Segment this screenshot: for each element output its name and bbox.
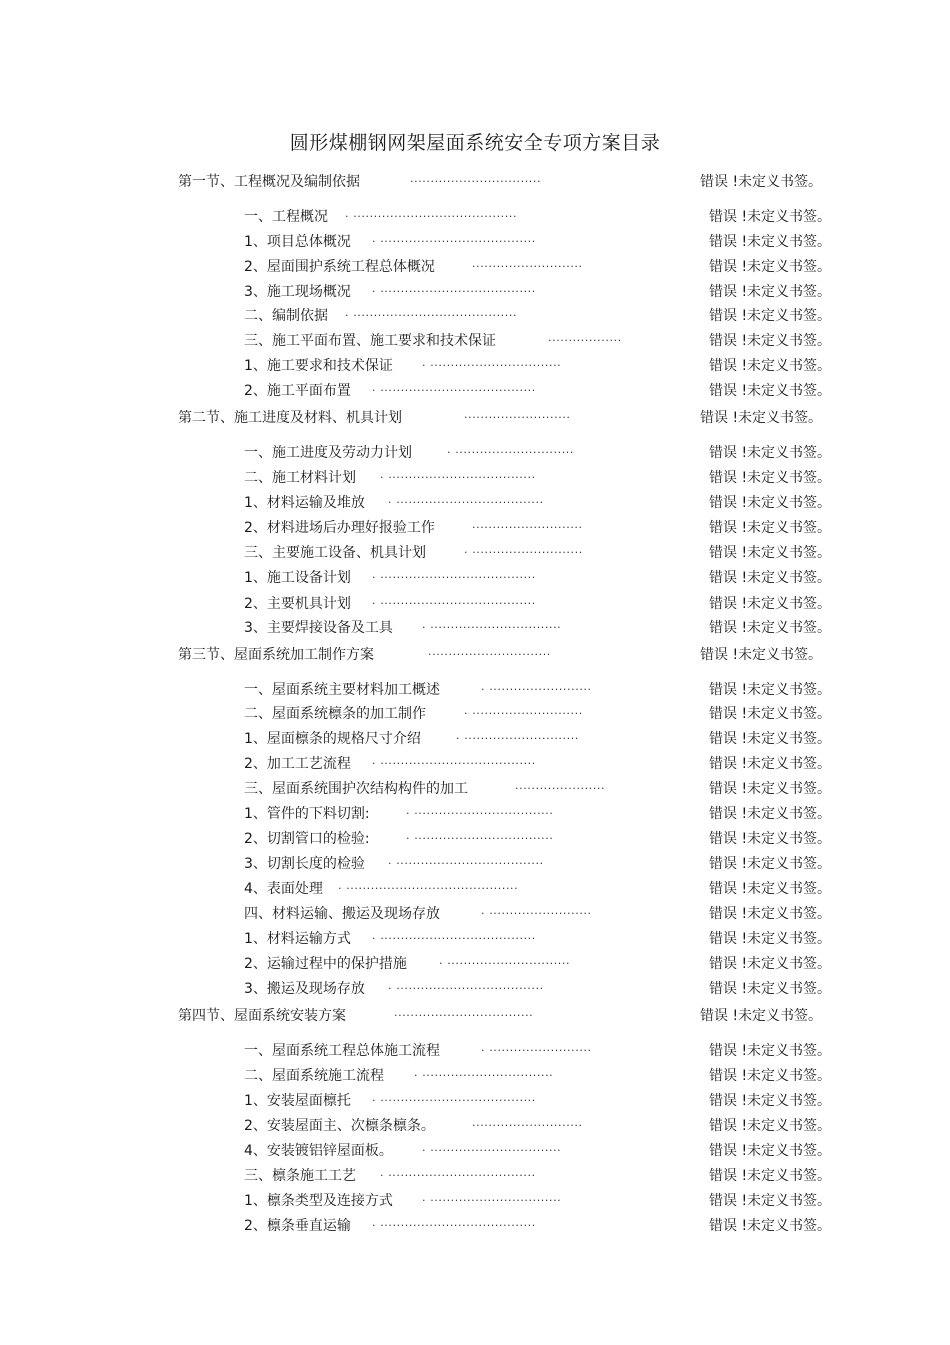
toc-page-reference: 错误 !未定义书签。 <box>709 906 832 922</box>
toc-dot-leader: . ...................................... <box>372 232 536 245</box>
toc-entry-label: 4、安装镀铝锌屋面板。 <box>244 1143 393 1159</box>
toc-entry-label: 三、主要施工设备、机具计划 <box>244 545 426 561</box>
toc-page-reference: 错误 !未定义书签。 <box>700 410 823 426</box>
toc-dot-leader: . ............................. <box>447 443 574 456</box>
toc-entry-label: 一、屋面系统主要材料加工概述 <box>244 682 440 698</box>
toc-dot-leader: . ...................................... <box>372 1216 536 1229</box>
toc-entry-label: 第一节、工程概况及编制依据 <box>178 174 360 190</box>
toc-page-reference: 错误 !未定义书签。 <box>709 1168 832 1184</box>
toc-page-reference: 错误 !未定义书签。 <box>709 781 832 797</box>
toc-subsection-entry[interactable] <box>0 729 950 749</box>
toc-dot-leader: . ........................................ <box>345 306 518 319</box>
toc-page-reference: 错误 !未定义书签。 <box>709 831 832 847</box>
toc-dot-leader: . ...................................... <box>372 282 536 295</box>
toc-subsection-entry[interactable] <box>0 1166 950 1186</box>
toc-page-reference: 错误 !未定义书签。 <box>709 1068 832 1084</box>
toc-dot-leader: . .......................................... <box>338 879 519 892</box>
toc-subsection-entry[interactable] <box>0 929 950 949</box>
toc-subsection-entry[interactable] <box>0 804 950 824</box>
toc-dot-leader: . ........................... <box>464 543 583 556</box>
toc-entry-label: 三、檩条施工工艺 <box>244 1168 356 1184</box>
toc-entry-label: 2、主要机具计划 <box>244 596 351 612</box>
toc-subsection-entry[interactable] <box>0 381 950 401</box>
toc-dot-leader: . .................................... <box>388 493 544 506</box>
toc-page-reference: 错误 !未定义书签。 <box>709 981 832 997</box>
toc-subsection-entry[interactable] <box>0 1216 950 1236</box>
toc-subsection-entry[interactable] <box>0 1041 950 1061</box>
toc-subsection-entry[interactable] <box>0 829 950 849</box>
toc-page-reference: 错误 !未定义书签。 <box>709 881 832 897</box>
toc-dot-leader: . ...................................... <box>372 381 536 394</box>
toc-page-reference: 错误 !未定义书签。 <box>709 470 832 486</box>
toc-dot-leader: . .................................. <box>406 829 554 842</box>
toc-entry-label: 1、屋面檩条的规格尺寸介绍 <box>244 731 421 747</box>
toc-page-reference: 错误 !未定义书签。 <box>709 1093 832 1109</box>
toc-page-reference: 错误 !未定义书签。 <box>709 682 832 698</box>
toc-entry-label: 2、檩条垂直运输 <box>244 1218 351 1234</box>
toc-subsection-entry[interactable] <box>0 356 950 376</box>
toc-page-reference: 错误 !未定义书签。 <box>709 931 832 947</box>
toc-subsection-entry[interactable] <box>0 306 950 326</box>
toc-page-reference: 错误 !未定义书签。 <box>709 445 832 461</box>
toc-page-reference: 错误 !未定义书签。 <box>709 1043 832 1059</box>
toc-dot-leader: . ................................ <box>422 1141 562 1154</box>
toc-dot-leader: . ............................ <box>456 729 579 742</box>
toc-entry-label: 2、加工工艺流程 <box>244 756 351 772</box>
toc-subsection-entry[interactable] <box>0 1141 950 1161</box>
toc-page-reference: 错误 !未定义书签。 <box>700 647 823 663</box>
toc-subsection-entry[interactable] <box>0 680 950 700</box>
toc-page-reference: 错误 !未定义书签。 <box>709 706 832 722</box>
toc-page-reference: 错误 !未定义书签。 <box>709 1193 832 1209</box>
toc-subsection-entry[interactable] <box>0 754 950 774</box>
toc-entry-label: 四、材料运输、搬运及现场存放 <box>244 906 440 922</box>
toc-dot-leader: . ........................... <box>464 704 583 717</box>
toc-subsection-entry[interactable] <box>0 443 950 463</box>
toc-subsection-entry[interactable] <box>0 518 950 538</box>
toc-subsection-entry[interactable] <box>0 779 950 799</box>
toc-page-reference: 错误 !未定义书签。 <box>709 731 832 747</box>
toc-subsection-entry[interactable] <box>0 1191 950 1211</box>
toc-subsection-entry[interactable] <box>0 618 950 638</box>
toc-entry-label: 2、安装屋面主、次檩条檩条。 <box>244 1118 435 1134</box>
toc-dot-leader: . .................................. <box>406 804 554 817</box>
toc-dot-leader: ........................... <box>472 518 583 531</box>
toc-entry-label: 1、檩条类型及连接方式 <box>244 1193 393 1209</box>
toc-dot-leader: . ......................... <box>481 1041 592 1054</box>
toc-subsection-entry[interactable] <box>0 594 950 614</box>
toc-entry-label: 二、屋面系统檩条的加工制作 <box>244 706 426 722</box>
toc-page-reference: 错误 !未定义书签。 <box>709 520 832 536</box>
toc-section-entry[interactable] <box>0 645 950 665</box>
toc-dot-leader: . ...................................... <box>372 1091 536 1104</box>
toc-page-reference: 错误 !未定义书签。 <box>709 806 832 822</box>
toc-subsection-entry[interactable] <box>0 493 950 513</box>
toc-entry-label: 1、安装屋面檩托 <box>244 1093 351 1109</box>
toc-entry-label: 第二节、施工进度及材料、机具计划 <box>178 410 402 426</box>
toc-entry-label: 2、切割管口的检验: <box>244 831 370 847</box>
toc-page-reference: 错误 !未定义书签。 <box>700 174 823 190</box>
toc-page-reference: 错误 !未定义书签。 <box>709 620 832 636</box>
toc-entry-label: 2、材料进场后办理好报验工作 <box>244 520 435 536</box>
toc-page-reference: 错误 !未定义书签。 <box>709 756 832 772</box>
toc-dot-leader: ........................... <box>472 1116 583 1129</box>
toc-subsection-entry[interactable] <box>0 879 950 899</box>
toc-entry-label: 第四节、屋面系统安装方案 <box>178 1008 346 1024</box>
toc-page-reference: 错误 !未定义书签。 <box>709 358 832 374</box>
toc-dot-leader: . ......................... <box>481 680 592 693</box>
toc-dot-leader: . ...................................... <box>372 594 536 607</box>
toc-entry-label: 1、管件的下料切割: <box>244 806 370 822</box>
toc-entry-label: 2、运输过程中的保护措施 <box>244 956 407 972</box>
toc-page-reference: 错误 !未定义书签。 <box>709 1218 832 1234</box>
toc-page-reference: 错误 !未定义书签。 <box>709 856 832 872</box>
toc-dot-leader: . ...................................... <box>372 754 536 767</box>
toc-entry-label: 1、施工要求和技术保证 <box>244 358 393 374</box>
toc-subsection-entry[interactable] <box>0 331 950 351</box>
toc-dot-leader: . ........................................ <box>345 207 518 220</box>
toc-dot-leader: . ................................ <box>414 1066 554 1079</box>
toc-subsection-entry[interactable] <box>0 568 950 588</box>
toc-dot-leader: . .................................... <box>388 854 544 867</box>
toc-subsection-entry[interactable] <box>0 1066 950 1086</box>
toc-dot-leader: .................................. <box>394 1006 534 1019</box>
toc-page-reference: 错误 !未定义书签。 <box>709 209 832 225</box>
toc-page-reference: 错误 !未定义书签。 <box>709 383 832 399</box>
toc-entry-label: 3、搬运及现场存放 <box>244 981 365 997</box>
toc-page-reference: 错误 !未定义书签。 <box>709 570 832 586</box>
toc-entry-label: 一、屋面系统工程总体施工流程 <box>244 1043 440 1059</box>
toc-dot-leader: . ......................... <box>481 904 592 917</box>
toc-dot-leader: . .................................... <box>380 1166 536 1179</box>
toc-page-reference: 错误 !未定义书签。 <box>709 956 832 972</box>
toc-subsection-entry[interactable] <box>0 854 950 874</box>
toc-entry-label: 2、施工平面布置 <box>244 383 351 399</box>
toc-dot-leader: . .............................. <box>439 954 571 967</box>
toc-page-reference: 错误 !未定义书签。 <box>700 1008 823 1024</box>
toc-page-reference: 错误 !未定义书签。 <box>709 259 832 275</box>
toc-section-entry[interactable] <box>0 1006 950 1026</box>
toc-subsection-entry[interactable] <box>0 282 950 302</box>
toc-entry-label: 三、屋面系统围护次结构构件的加工 <box>244 781 468 797</box>
toc-section-entry[interactable] <box>0 408 950 428</box>
toc-dot-leader: . ................................ <box>422 1191 562 1204</box>
toc-entry-label: 一、工程概况 <box>244 209 328 225</box>
toc-dot-leader: . ................................ <box>422 356 562 369</box>
toc-entry-label: 3、切割长度的检验 <box>244 856 365 872</box>
toc-subsection-entry[interactable] <box>0 1091 950 1111</box>
toc-entry-label: 1、项目总体概况 <box>244 234 351 250</box>
toc-page-reference: 错误 !未定义书签。 <box>709 596 832 612</box>
toc-dot-leader: . .................................... <box>380 468 536 481</box>
toc-dot-leader: . .................................... <box>388 979 544 992</box>
document-title: 圆形煤棚钢网架屋面系统安全专项方案目录 <box>289 132 661 154</box>
toc-entry-label: 二、编制依据 <box>244 308 328 324</box>
toc-subsection-entry[interactable] <box>0 468 950 488</box>
toc-dot-leader: .............................. <box>428 645 551 658</box>
toc-entry-label: 三、施工平面布置、施工要求和技术保证 <box>244 333 496 349</box>
toc-entry-label: 4、表面处理 <box>244 881 323 897</box>
toc-entry-label: 2、屋面围护系统工程总体概况 <box>244 259 435 275</box>
toc-subsection-entry[interactable] <box>0 979 950 999</box>
toc-page-reference: 错误 !未定义书签。 <box>709 308 832 324</box>
toc-entry-label: 1、材料运输方式 <box>244 931 351 947</box>
toc-dot-leader: ................................ <box>410 172 542 185</box>
toc-entry-label: 3、主要焊接设备及工具 <box>244 620 393 636</box>
toc-entry-label: 1、材料运输及堆放 <box>244 495 365 511</box>
toc-page-reference: 错误 !未定义书签。 <box>709 1118 832 1134</box>
toc-page-reference: 错误 !未定义书签。 <box>709 234 832 250</box>
toc-dot-leader: .......................... <box>464 408 571 421</box>
toc-subsection-entry[interactable] <box>0 704 950 724</box>
toc-entry-label: 1、施工设备计划 <box>244 570 351 586</box>
toc-page-reference: 错误 !未定义书签。 <box>709 284 832 300</box>
toc-entry-label: 一、施工进度及劳动力计划 <box>244 445 412 461</box>
toc-page-reference: 错误 !未定义书签。 <box>709 495 832 511</box>
toc-subsection-entry[interactable] <box>0 954 950 974</box>
toc-dot-leader: ...................... <box>515 779 606 792</box>
toc-dot-leader: . ................................ <box>422 618 562 631</box>
toc-dot-leader: .................. <box>548 331 622 344</box>
toc-page-reference: 错误 !未定义书签。 <box>709 545 832 561</box>
toc-section-entry[interactable] <box>0 172 950 192</box>
toc-entry-label: 3、施工现场概况 <box>244 284 351 300</box>
toc-dot-leader: ........................... <box>472 257 583 270</box>
toc-entry-label: 第三节、屋面系统加工制作方案 <box>178 647 374 663</box>
toc-dot-leader: . ...................................... <box>372 929 536 942</box>
toc-subsection-entry[interactable] <box>0 207 950 227</box>
toc-page-reference: 错误 !未定义书签。 <box>709 333 832 349</box>
toc-subsection-entry[interactable] <box>0 904 950 924</box>
toc-entry-label: 二、施工材料计划 <box>244 470 356 486</box>
toc-subsection-entry[interactable] <box>0 543 950 563</box>
toc-subsection-entry[interactable] <box>0 257 950 277</box>
toc-subsection-entry[interactable] <box>0 1116 950 1136</box>
toc-subsection-entry[interactable] <box>0 232 950 252</box>
toc-dot-leader: . ...................................... <box>372 568 536 581</box>
toc-entry-label: 二、屋面系统施工流程 <box>244 1068 384 1084</box>
toc-page-reference: 错误 !未定义书签。 <box>709 1143 832 1159</box>
